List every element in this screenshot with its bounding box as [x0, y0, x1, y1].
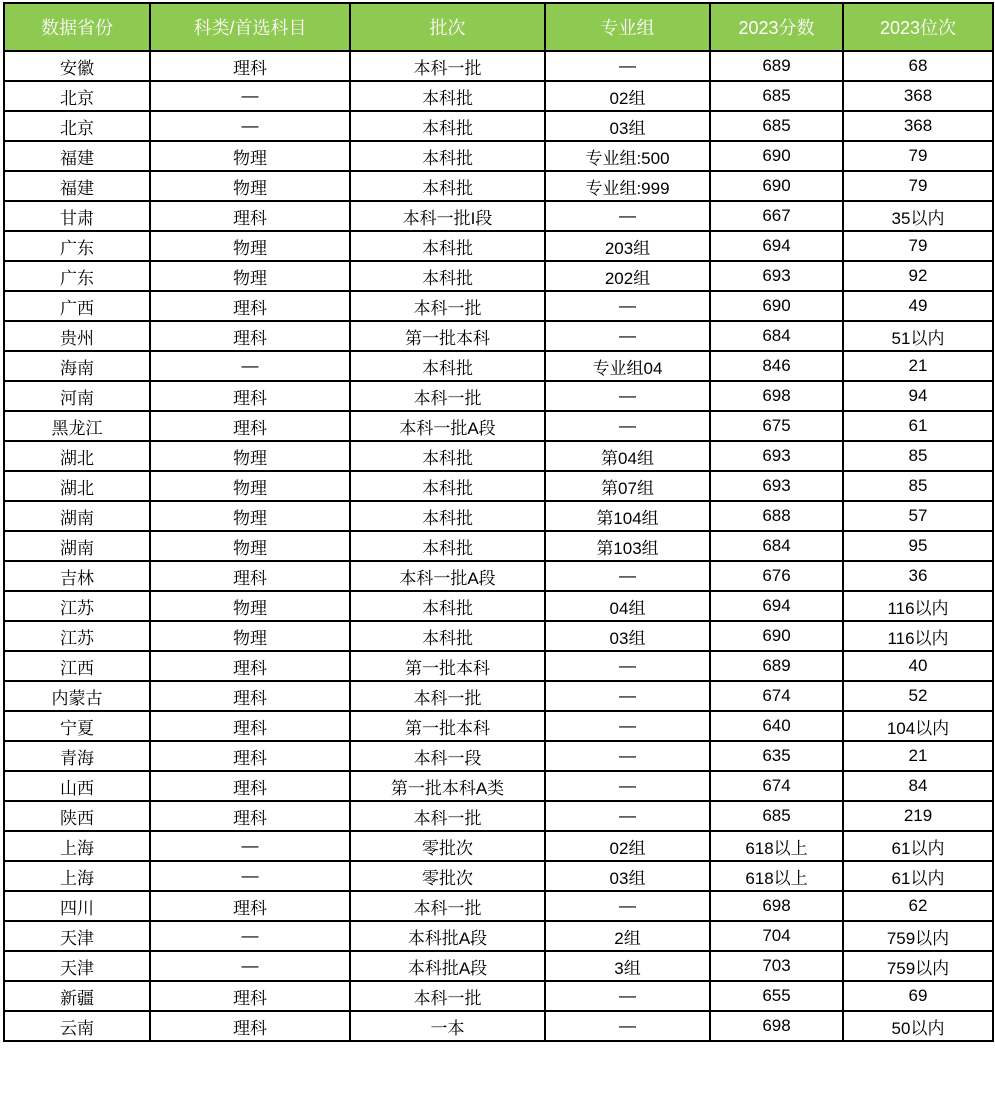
table-cell: —: [545, 771, 710, 801]
table-cell: 零批次: [350, 861, 545, 891]
table-cell: 本科批: [350, 231, 545, 261]
table-cell: 理科: [150, 291, 350, 321]
table-row: [4, 711, 993, 741]
table-cell: 690: [710, 291, 843, 321]
table-cell: 85: [843, 471, 993, 501]
table-cell: 天津: [4, 951, 150, 981]
table-cell: —: [545, 561, 710, 591]
table-cell: 50以内: [843, 1011, 993, 1041]
table-cell: 698: [710, 381, 843, 411]
table-cell: —: [150, 861, 350, 891]
table-cell: 第一批本科: [350, 651, 545, 681]
table-cell: 天津: [4, 921, 150, 951]
table-cell: 92: [843, 261, 993, 291]
table-cell: 理科: [150, 51, 350, 81]
table-cell: 甘肃: [4, 201, 150, 231]
table-cell: 上海: [4, 831, 150, 861]
table-cell: 上海: [4, 861, 150, 891]
table-cell: 703: [710, 951, 843, 981]
table-cell: 116以内: [843, 591, 993, 621]
table-cell: 698: [710, 1011, 843, 1041]
table-cell: 贵州: [4, 321, 150, 351]
table-cell: 广西: [4, 291, 150, 321]
table-cell: 新疆: [4, 981, 150, 1011]
table-cell: 山西: [4, 771, 150, 801]
table-cell: 2组: [545, 921, 710, 951]
table-cell: 本科一批: [350, 891, 545, 921]
table-cell: 理科: [150, 381, 350, 411]
table-cell: 675: [710, 411, 843, 441]
table-cell: —: [545, 381, 710, 411]
table-cell: 第103组: [545, 531, 710, 561]
table-cell: 03组: [545, 861, 710, 891]
table-cell: 江苏: [4, 591, 150, 621]
table-cell: 本科批A段: [350, 951, 545, 981]
table-cell: 北京: [4, 81, 150, 111]
table-cell: 69: [843, 981, 993, 1011]
table-cell: 694: [710, 231, 843, 261]
table-cell: 79: [843, 231, 993, 261]
table-row: [4, 951, 993, 981]
column-header: 2023分数: [710, 3, 843, 51]
table-cell: 理科: [150, 201, 350, 231]
table-cell: 116以内: [843, 621, 993, 651]
table-cell: 专业组:999: [545, 171, 710, 201]
table-cell: 黑龙江: [4, 411, 150, 441]
table-row: [4, 261, 993, 291]
table-cell: 本科批: [350, 471, 545, 501]
table-row: [4, 891, 993, 921]
table-cell: —: [545, 981, 710, 1011]
table-cell: 湖南: [4, 501, 150, 531]
table-cell: 物理: [150, 591, 350, 621]
table-row: [4, 921, 993, 951]
table-cell: 本科一批: [350, 51, 545, 81]
table-cell: —: [545, 711, 710, 741]
table-cell: 理科: [150, 981, 350, 1011]
table-row: [4, 561, 993, 591]
table-cell: 北京: [4, 111, 150, 141]
table-row: [4, 861, 993, 891]
table-cell: 本科批: [350, 351, 545, 381]
table-row: [4, 111, 993, 141]
table-row: [4, 291, 993, 321]
table-cell: 51以内: [843, 321, 993, 351]
table-row: [4, 651, 993, 681]
table-cell: 本科一批: [350, 681, 545, 711]
table-cell: 368: [843, 81, 993, 111]
table-body: [4, 51, 993, 1041]
table-cell: 62: [843, 891, 993, 921]
table-cell: —: [545, 201, 710, 231]
table-cell: 专业组:500: [545, 141, 710, 171]
table-cell: 物理: [150, 261, 350, 291]
table-cell: 本科批: [350, 441, 545, 471]
table-cell: —: [150, 951, 350, 981]
table-cell: 690: [710, 621, 843, 651]
table-cell: 零批次: [350, 831, 545, 861]
table-cell: 03组: [545, 111, 710, 141]
table-cell: —: [545, 51, 710, 81]
table-row: [4, 381, 993, 411]
table-cell: 理科: [150, 561, 350, 591]
table-cell: 635: [710, 741, 843, 771]
table-cell: 40: [843, 651, 993, 681]
table-row: [4, 441, 993, 471]
table-cell: 福建: [4, 141, 150, 171]
table-cell: 本科一批: [350, 291, 545, 321]
table-cell: 698: [710, 891, 843, 921]
table-row: [4, 51, 993, 81]
table-cell: 693: [710, 471, 843, 501]
table-cell: 95: [843, 531, 993, 561]
table-cell: 本科批: [350, 621, 545, 651]
table-cell: 本科批: [350, 591, 545, 621]
table-cell: 理科: [150, 411, 350, 441]
table-cell: 河南: [4, 381, 150, 411]
table-cell: 61: [843, 411, 993, 441]
table-cell: 理科: [150, 321, 350, 351]
table-cell: —: [150, 831, 350, 861]
table-cell: 本科批: [350, 261, 545, 291]
table-row: [4, 1011, 993, 1041]
table-cell: 68: [843, 51, 993, 81]
table-cell: 79: [843, 141, 993, 171]
table-cell: 690: [710, 171, 843, 201]
column-header: 批次: [350, 3, 545, 51]
table-cell: 理科: [150, 651, 350, 681]
table-row: [4, 981, 993, 1011]
table-cell: 江苏: [4, 621, 150, 651]
table-cell: 202组: [545, 261, 710, 291]
table-cell: 第07组: [545, 471, 710, 501]
table-cell: —: [545, 681, 710, 711]
table-cell: 203组: [545, 231, 710, 261]
table-cell: 理科: [150, 1011, 350, 1041]
table-cell: 第一批本科: [350, 321, 545, 351]
table-cell: 694: [710, 591, 843, 621]
table-cell: —: [150, 111, 350, 141]
table-cell: 第04组: [545, 441, 710, 471]
table-cell: 35以内: [843, 201, 993, 231]
table-cell: 21: [843, 351, 993, 381]
table-cell: 689: [710, 51, 843, 81]
table-cell: 四川: [4, 891, 150, 921]
table-cell: 640: [710, 711, 843, 741]
table-cell: 104以内: [843, 711, 993, 741]
column-header: 科类/首选科目: [150, 3, 350, 51]
table-row: [4, 141, 993, 171]
table-cell: 内蒙古: [4, 681, 150, 711]
table-cell: 04组: [545, 591, 710, 621]
table-cell: 物理: [150, 141, 350, 171]
table-cell: 专业组04: [545, 351, 710, 381]
table-cell: 广东: [4, 261, 150, 291]
table-row: [4, 171, 993, 201]
table-cell: 685: [710, 81, 843, 111]
table-row: [4, 321, 993, 351]
table-cell: 湖北: [4, 471, 150, 501]
table-row: [4, 771, 993, 801]
table-cell: 第一批本科A类: [350, 771, 545, 801]
table-cell: 684: [710, 531, 843, 561]
table-cell: 物理: [150, 471, 350, 501]
column-header: 2023位次: [843, 3, 993, 51]
table-row: [4, 831, 993, 861]
table-cell: 846: [710, 351, 843, 381]
table-cell: 688: [710, 501, 843, 531]
table-cell: 03组: [545, 621, 710, 651]
table-cell: 物理: [150, 171, 350, 201]
table-cell: 理科: [150, 891, 350, 921]
table-cell: —: [150, 81, 350, 111]
table-row: [4, 741, 993, 771]
table-cell: 655: [710, 981, 843, 1011]
table-cell: 本科一段: [350, 741, 545, 771]
table-cell: 49: [843, 291, 993, 321]
table-cell: 青海: [4, 741, 150, 771]
table-cell: 3组: [545, 951, 710, 981]
table-cell: 本科批: [350, 111, 545, 141]
table-cell: 759以内: [843, 951, 993, 981]
table-cell: 理科: [150, 771, 350, 801]
table-cell: 02组: [545, 831, 710, 861]
table-cell: 本科批: [350, 141, 545, 171]
table-cell: 物理: [150, 441, 350, 471]
table-cell: 57: [843, 501, 993, 531]
table-cell: 684: [710, 321, 843, 351]
table-cell: 676: [710, 561, 843, 591]
table-cell: 本科批: [350, 81, 545, 111]
table-cell: —: [545, 291, 710, 321]
table-cell: 本科批: [350, 501, 545, 531]
column-header: 数据省份: [4, 3, 150, 51]
table-cell: —: [545, 411, 710, 441]
table-cell: —: [150, 351, 350, 381]
table-cell: 本科批: [350, 531, 545, 561]
table-row: [4, 531, 993, 561]
table-cell: 本科一批: [350, 381, 545, 411]
table-cell: 本科一批: [350, 801, 545, 831]
table-cell: 693: [710, 261, 843, 291]
table-row: [4, 591, 993, 621]
table-cell: 物理: [150, 531, 350, 561]
table-cell: 广东: [4, 231, 150, 261]
table-cell: 云南: [4, 1011, 150, 1041]
table-cell: 本科一批A段: [350, 561, 545, 591]
table-cell: 本科批A段: [350, 921, 545, 951]
table-cell: 陕西: [4, 801, 150, 831]
table-cell: 674: [710, 681, 843, 711]
table-cell: 理科: [150, 801, 350, 831]
table-cell: 本科一批: [350, 981, 545, 1011]
table-cell: 84: [843, 771, 993, 801]
table-cell: 689: [710, 651, 843, 681]
table-cell: 物理: [150, 231, 350, 261]
table-cell: 湖北: [4, 441, 150, 471]
table-cell: 本科一批A段: [350, 411, 545, 441]
table-cell: 海南: [4, 351, 150, 381]
table-cell: 第一批本科: [350, 711, 545, 741]
table-cell: —: [545, 801, 710, 831]
table-cell: 759以内: [843, 921, 993, 951]
table-cell: 物理: [150, 501, 350, 531]
table-cell: 219: [843, 801, 993, 831]
table-cell: —: [545, 321, 710, 351]
table-cell: 理科: [150, 711, 350, 741]
column-header: 专业组: [545, 3, 710, 51]
table-cell: 79: [843, 171, 993, 201]
table-cell: 宁夏: [4, 711, 150, 741]
table-cell: 52: [843, 681, 993, 711]
table-cell: 667: [710, 201, 843, 231]
table-cell: —: [545, 741, 710, 771]
table-cell: 02组: [545, 81, 710, 111]
table-cell: 本科批: [350, 171, 545, 201]
table-cell: 85: [843, 441, 993, 471]
table-row: [4, 471, 993, 501]
table-cell: 693: [710, 441, 843, 471]
table-cell: 94: [843, 381, 993, 411]
table-cell: 685: [710, 111, 843, 141]
table-cell: 湖南: [4, 531, 150, 561]
table-cell: 吉林: [4, 561, 150, 591]
table-cell: 618以上: [710, 861, 843, 891]
table-row: [4, 81, 993, 111]
table-row: [4, 201, 993, 231]
table-cell: 安徽: [4, 51, 150, 81]
table-cell: 685: [710, 801, 843, 831]
admission-score-table: [3, 2, 994, 1042]
table-cell: 618以上: [710, 831, 843, 861]
table-row: [4, 621, 993, 651]
table-cell: 690: [710, 141, 843, 171]
table-cell: —: [150, 921, 350, 951]
table-cell: 36: [843, 561, 993, 591]
table-cell: 物理: [150, 621, 350, 651]
table-row: [4, 501, 993, 531]
table-cell: —: [545, 891, 710, 921]
table-cell: 理科: [150, 741, 350, 771]
table-cell: 福建: [4, 171, 150, 201]
table-row: [4, 801, 993, 831]
table-cell: 61以内: [843, 861, 993, 891]
table-cell: 本科一批I段: [350, 201, 545, 231]
table-row: [4, 411, 993, 441]
table-row: [4, 681, 993, 711]
table-cell: 江西: [4, 651, 150, 681]
table-cell: 674: [710, 771, 843, 801]
table-cell: —: [545, 1011, 710, 1041]
table-cell: 第104组: [545, 501, 710, 531]
table-row: [4, 351, 993, 381]
table-cell: 61以内: [843, 831, 993, 861]
table-cell: 368: [843, 111, 993, 141]
header-row: [4, 3, 993, 51]
table-row: [4, 231, 993, 261]
table-cell: 21: [843, 741, 993, 771]
table-cell: 理科: [150, 681, 350, 711]
table-cell: 一本: [350, 1011, 545, 1041]
table-cell: 704: [710, 921, 843, 951]
table-cell: —: [545, 651, 710, 681]
